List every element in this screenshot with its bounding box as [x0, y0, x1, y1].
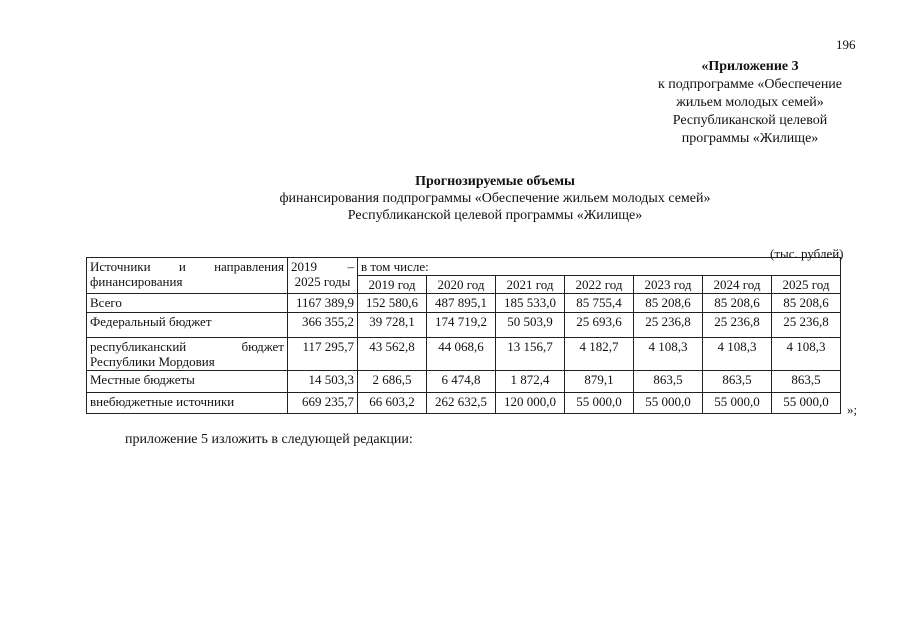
header-year: 2021 год [496, 276, 565, 294]
appendix-line: программы «Жилище» [681, 131, 819, 146]
row-total: 669 235,7 [288, 393, 358, 414]
row-value: 4 108,3 [703, 338, 772, 371]
row-value: 25 693,6 [565, 313, 634, 338]
row-value: 863,5 [634, 371, 703, 393]
row-value: 174 719,2 [427, 313, 496, 338]
row-value: 4 108,3 [772, 338, 841, 371]
row-value: 152 580,6 [358, 294, 427, 313]
row-value: 6 474,8 [427, 371, 496, 393]
row-value: 55 000,0 [772, 393, 841, 414]
table-row [87, 338, 841, 371]
header-year: 2019 год [358, 276, 427, 294]
title-line: Республиканской целевой программы «Жилище» [347, 208, 643, 223]
table-row [87, 371, 841, 393]
row-value: 55 000,0 [565, 393, 634, 414]
row-value: 185 533,0 [496, 294, 565, 313]
row-value: 879,1 [565, 371, 634, 393]
header-source [87, 258, 288, 294]
row-value: 25 236,8 [703, 313, 772, 338]
row-value: 25 236,8 [772, 313, 841, 338]
row-value: 43 562,8 [358, 338, 427, 371]
table-header-row [87, 258, 841, 276]
row-value: 55 000,0 [703, 393, 772, 414]
row-value: 85 755,4 [565, 294, 634, 313]
row-label: Федеральный бюджет [87, 313, 288, 338]
row-value: 487 895,1 [427, 294, 496, 313]
appendix-title: «Приложение 3 [701, 59, 799, 74]
header-range-start: 2019 [291, 259, 317, 274]
row-value: 262 632,5 [427, 393, 496, 414]
table-row [87, 313, 841, 338]
row-value: 863,5 [703, 371, 772, 393]
row-value: 863,5 [772, 371, 841, 393]
header-including: в том числе: [358, 258, 841, 276]
row-label: Всего [87, 294, 288, 313]
row-value: 85 208,6 [703, 294, 772, 313]
units-label: (тыс. рублей) [770, 246, 844, 261]
row-total: 14 503,3 [288, 371, 358, 393]
appendix-line: Республиканской целевой [672, 113, 828, 128]
row-value: 85 208,6 [634, 294, 703, 313]
appendix-line: жильем молодых семей» [676, 95, 824, 110]
table-row [87, 393, 841, 414]
row-value: 66 603,2 [358, 393, 427, 414]
document-title [200, 173, 790, 224]
row-total: 366 355,2 [288, 313, 358, 338]
row-value: 85 208,6 [772, 294, 841, 313]
table-row [87, 294, 841, 313]
title-line: финансирования подпрограммы «Обеспечение жильем молодых семей» [279, 191, 711, 206]
instruction-text: приложение 5 изложить в следующей редакции: [125, 432, 413, 447]
header-year: 2022 год [565, 276, 634, 294]
header-range [288, 258, 358, 294]
row-value: 1 872,4 [496, 371, 565, 393]
row-value: 120 000,0 [496, 393, 565, 414]
row-value: 55 000,0 [634, 393, 703, 414]
row-total: 117 295,7 [288, 338, 358, 371]
header-range-dash: – [347, 259, 354, 274]
header-year: 2020 год [427, 276, 496, 294]
financing-table [86, 257, 841, 414]
row-label: Местные бюджеты [87, 371, 288, 393]
row-value: 44 068,6 [427, 338, 496, 371]
row-value: 39 728,1 [358, 313, 427, 338]
appendix-header [630, 58, 870, 148]
header-year: 2025 год [772, 276, 841, 294]
row-value: 25 236,8 [634, 313, 703, 338]
header-range-end: 2025 годы [294, 274, 351, 289]
row-value: 2 686,5 [358, 371, 427, 393]
header-year: 2024 год [703, 276, 772, 294]
header-year: 2023 год [634, 276, 703, 294]
row-value: 4 108,3 [634, 338, 703, 371]
row-value: 50 503,9 [496, 313, 565, 338]
row-label: республиканский бюджет Республики Мордовия [87, 338, 288, 371]
row-total: 1167 389,9 [288, 294, 358, 313]
row-label: внебюджетные источники [87, 393, 288, 414]
appendix-line: к подпрограмме «Обеспечение [657, 77, 843, 92]
closing-quote-mark: »; [847, 402, 858, 417]
row-value: 13 156,7 [496, 338, 565, 371]
page-number: 196 [836, 37, 856, 52]
row-value: 4 182,7 [565, 338, 634, 371]
header-source-label: Источники и направления финансирования [90, 259, 284, 289]
title-heading: Прогнозируемые объемы [415, 174, 575, 189]
